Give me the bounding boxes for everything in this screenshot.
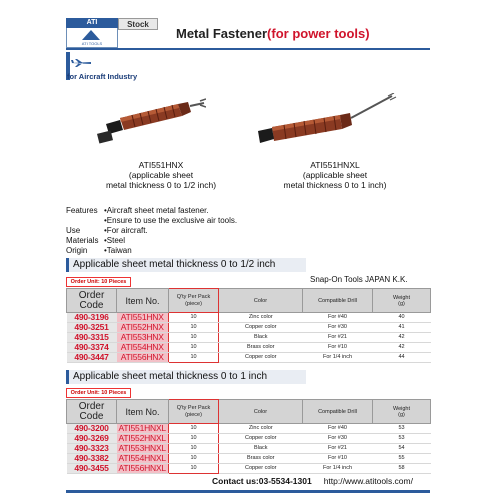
footer-divider <box>66 490 430 493</box>
table-row <box>67 464 431 474</box>
spec-value: •Steel <box>104 236 126 245</box>
drill: For 1/4 inch <box>303 464 373 474</box>
col-weight: Weight (g) <box>373 400 431 424</box>
color: Black <box>219 333 303 343</box>
weight: 58 <box>373 464 431 474</box>
maker-name: Snap-On Tools JAPAN K.K. <box>310 275 408 284</box>
footer-contact <box>212 476 413 486</box>
order-code: 490-3323 <box>67 444 117 454</box>
spec-key: Features <box>66 206 98 215</box>
drill: For 1/4 inch <box>303 353 373 363</box>
weight: 54 <box>373 444 431 454</box>
item-no: ATI552HNXL <box>117 434 169 444</box>
title-main: Metal Fastener <box>176 26 268 41</box>
model-name: ATI551HNX <box>138 160 184 170</box>
product-caption-hnxl <box>270 160 400 190</box>
drill: For #40 <box>303 313 373 323</box>
drill: For #21 <box>303 444 373 454</box>
order-code: 490-3315 <box>67 333 117 343</box>
model-desc-line1: (applicable sheet <box>128 170 194 180</box>
table-row <box>67 454 431 464</box>
table-row <box>67 353 431 363</box>
section-heading-one-inch: Applicable sheet metal thickness 0 to 1 inch <box>66 370 306 384</box>
drill: For #30 <box>303 434 373 444</box>
col-item-no: Item No. <box>117 289 169 313</box>
color: Copper color <box>219 464 303 474</box>
industry-label: for Aircraft Industry <box>67 72 138 81</box>
table-row <box>67 434 431 444</box>
drill: For #10 <box>303 454 373 464</box>
qty: 10 <box>169 333 219 343</box>
order-code: 490-3196 <box>67 313 117 323</box>
drill: For #40 <box>303 424 373 434</box>
order-unit-badge: Order Unit: 10 Pieces <box>66 277 131 287</box>
item-no: ATI554HNXL <box>117 454 169 464</box>
col-drill: Compatible Drill <box>303 289 373 313</box>
website-link[interactable]: http://www.atitools.com/ <box>323 476 413 486</box>
item-no: ATI553HNX <box>117 333 169 343</box>
table-row <box>67 343 431 353</box>
item-no: ATI552HNX <box>117 323 169 333</box>
order-code: 490-3200 <box>67 424 117 434</box>
order-unit-badge: Order Unit: 10 Pieces <box>66 388 131 398</box>
qty: 10 <box>169 434 219 444</box>
title-divider <box>66 48 430 50</box>
spec-row <box>66 226 237 236</box>
weight: 53 <box>373 434 431 444</box>
qty: 10 <box>169 343 219 353</box>
col-item-no: Item No. <box>117 400 169 424</box>
weight: 42 <box>373 333 431 343</box>
color: Brass color <box>219 454 303 464</box>
table-row <box>67 333 431 343</box>
color: Zinc color <box>219 313 303 323</box>
spec-key: Use <box>66 226 81 235</box>
item-no: ATI556HNXL <box>117 464 169 474</box>
color: Zinc color <box>219 424 303 434</box>
model-desc-line2: metal thickness 0 to 1 inch) <box>283 180 387 190</box>
qty: 10 <box>169 323 219 333</box>
fastener-hnxl-image <box>254 93 404 149</box>
order-code: 490-3382 <box>67 454 117 464</box>
model-desc-line1: (applicable sheet <box>302 170 368 180</box>
section-heading-half-inch: Applicable sheet metal thickness 0 to 1/2 inch <box>66 258 306 272</box>
table-header-row <box>67 289 431 313</box>
qty: 10 <box>169 424 219 434</box>
model-desc-line2: metal thickness 0 to 1/2 inch) <box>105 180 217 190</box>
drill: For #30 <box>303 323 373 333</box>
color: Brass color <box>219 343 303 353</box>
weight: 42 <box>373 343 431 353</box>
spec-row <box>66 206 237 216</box>
item-no: ATI551HNX <box>117 313 169 323</box>
brand-label: ATI <box>66 18 118 28</box>
weight: 53 <box>373 424 431 434</box>
col-qty: Q'ty Per Pack (piece) <box>169 289 219 313</box>
spec-row <box>66 246 237 256</box>
product-table-one-inch <box>66 399 431 474</box>
spec-key: Materials <box>66 236 99 245</box>
spec-row <box>66 236 237 246</box>
drill: For #21 <box>303 333 373 343</box>
order-code: 490-3251 <box>67 323 117 333</box>
stock-tab[interactable]: Stock <box>118 18 158 30</box>
col-weight: Weight (g) <box>373 289 431 313</box>
order-code: 490-3455 <box>67 464 117 474</box>
product-caption-hnx <box>96 160 226 190</box>
order-code: 490-3269 <box>67 434 117 444</box>
table-row <box>67 313 431 323</box>
order-code: 490-3447 <box>67 353 117 363</box>
qty: 10 <box>169 464 219 474</box>
col-color: Color <box>219 289 303 313</box>
col-order-code: Order Code <box>67 289 117 313</box>
qty: 10 <box>169 444 219 454</box>
product-table-half-inch <box>66 288 431 363</box>
weight: 55 <box>373 454 431 464</box>
col-qty: Q'ty Per Pack (piece) <box>169 400 219 424</box>
weight: 44 <box>373 353 431 363</box>
spec-value: •For aircraft. <box>104 226 148 235</box>
table-row <box>67 323 431 333</box>
order-code: 490-3374 <box>67 343 117 353</box>
item-no: ATI553HNXL <box>117 444 169 454</box>
spec-value: •Ensure to use the exclusive air tools. <box>104 216 238 225</box>
spec-list <box>66 206 237 256</box>
color: Black <box>219 444 303 454</box>
color: Copper color <box>219 323 303 333</box>
table-row <box>67 424 431 434</box>
spec-key: Origin <box>66 246 88 255</box>
page-title <box>176 26 370 41</box>
table-row <box>67 444 431 454</box>
model-name: ATI551HNXL <box>310 160 360 170</box>
table-header-row <box>67 400 431 424</box>
spec-row <box>66 216 237 226</box>
weight: 41 <box>373 323 431 333</box>
title-accent: (for power tools) <box>267 26 370 41</box>
qty: 10 <box>169 353 219 363</box>
col-order-code: Order Code <box>67 400 117 424</box>
weight: 40 <box>373 313 431 323</box>
logo-caption: ATI TOOLS <box>81 41 103 46</box>
item-no: ATI551HNXL <box>117 424 169 434</box>
qty: 10 <box>169 313 219 323</box>
col-color: Color <box>219 400 303 424</box>
contact-phone: Contact us:03-5534-1301 <box>212 476 312 486</box>
color: Copper color <box>219 353 303 363</box>
color: Copper color <box>219 434 303 444</box>
spec-value: •Aircraft sheet metal fastener. <box>104 206 209 215</box>
item-no: ATI554HNX <box>117 343 169 353</box>
col-drill: Compatible Drill <box>303 400 373 424</box>
drill: For #10 <box>303 343 373 353</box>
fastener-hnx-image <box>96 88 206 150</box>
item-no: ATI556HNX <box>117 353 169 363</box>
ati-logo-icon <box>82 30 100 40</box>
qty: 10 <box>169 454 219 464</box>
airplane-icon <box>70 58 92 68</box>
spec-value: •Taiwan <box>104 246 132 255</box>
